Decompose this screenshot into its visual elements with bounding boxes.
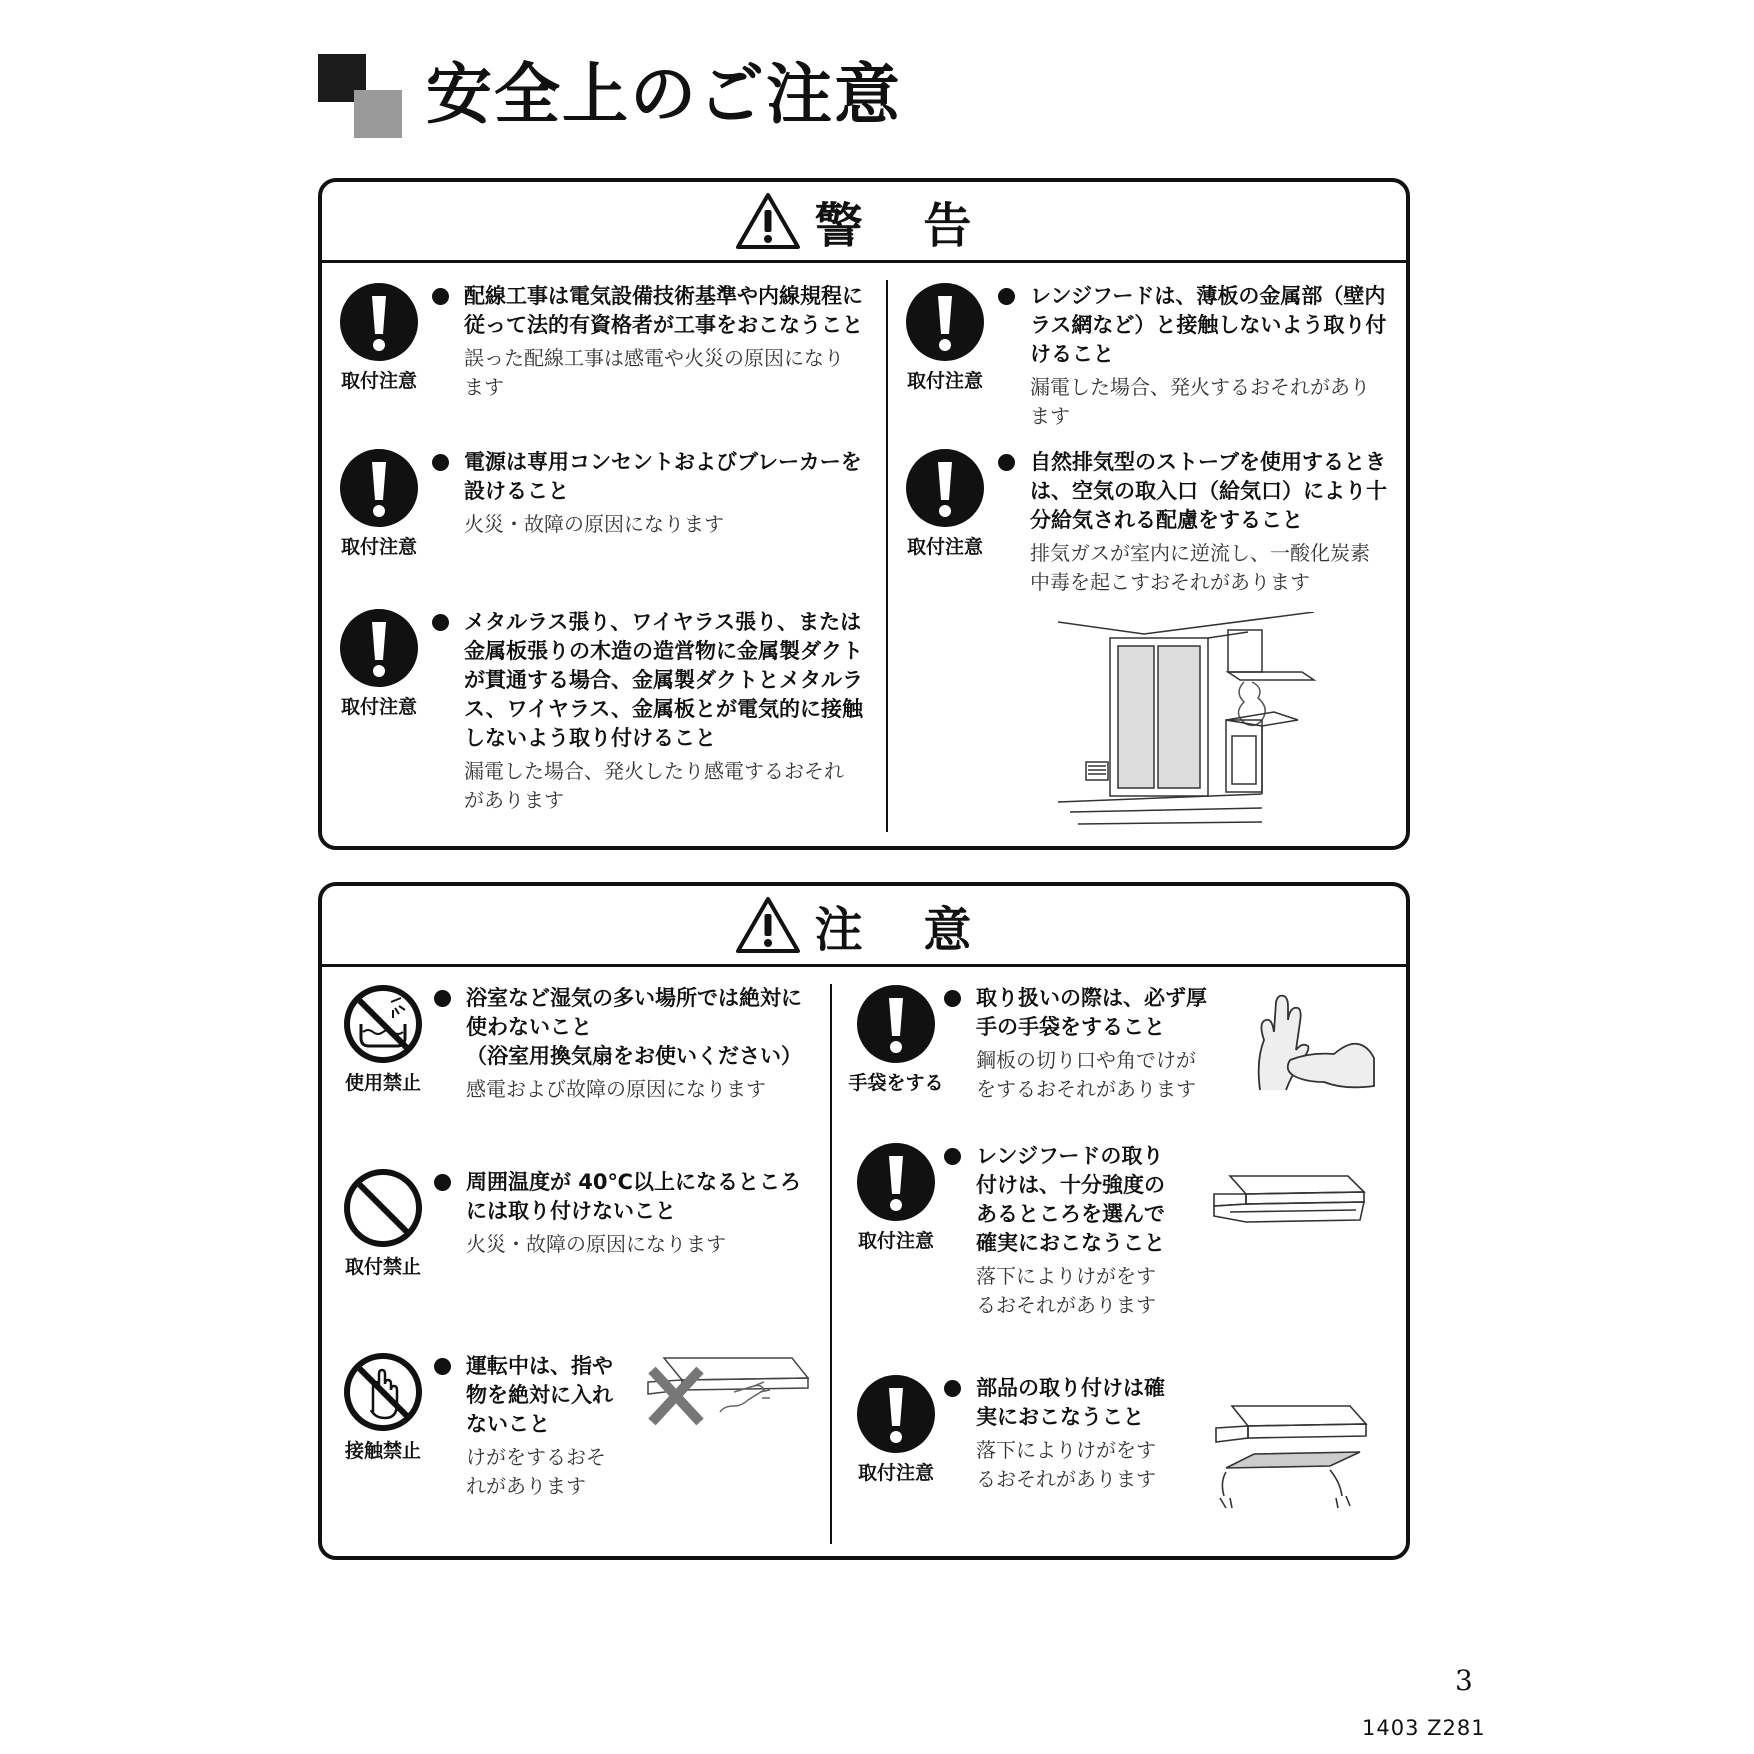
hood-no-hand-illustration — [642, 1352, 812, 1434]
symbol-label: 取付注意 — [857, 1462, 934, 1484]
caution-box — [318, 882, 1410, 1560]
symbol-label: 取付注意 — [906, 536, 983, 558]
item-heading: 浴室など湿気の多い場所では絶対に 使わないこと （浴室用換気扇をお使いください） — [434, 984, 824, 1071]
bullet-icon — [944, 1148, 961, 1165]
item-note: 漏電した場合、発火したり感電するおそれ があります — [464, 759, 844, 812]
symbol-label: 手袋をする — [848, 1072, 944, 1094]
symbol-label: 取付禁止 — [344, 1256, 421, 1278]
exclamation-icon — [856, 984, 936, 1064]
bullet-icon — [432, 288, 449, 305]
symbol-label: 取付注意 — [340, 370, 417, 392]
bullet-icon — [434, 990, 451, 1007]
bullet-icon — [434, 1358, 451, 1375]
item-note: 火災・故障の原因になります — [466, 1232, 726, 1256]
symbol-label: 使用禁止 — [344, 1072, 421, 1094]
exclamation-icon — [339, 608, 419, 688]
bullet-icon — [432, 614, 449, 631]
exclamation-icon — [856, 1374, 936, 1454]
symbol-label: 取付注意 — [857, 1230, 934, 1252]
exclamation-icon — [339, 282, 419, 362]
warning-header — [322, 182, 1406, 263]
no-bath-icon — [343, 984, 423, 1064]
caution-symbol — [340, 1168, 426, 1279]
exclamation-icon — [905, 448, 985, 528]
item-note: 漏電した場合、発火するおそれがあり ます — [1030, 375, 1370, 428]
caution-symbol — [340, 984, 426, 1095]
item-heading: 部品の取り付けは確 実におこなうこと — [944, 1374, 1174, 1432]
caution-symbol — [848, 984, 944, 1095]
symbol-label: 取付注意 — [340, 696, 417, 718]
item-heading: 運転中は、指や 物を絶対に入れ ないこと — [434, 1352, 634, 1439]
item-heading: メタルラス張り、ワイヤラス張り、または 金属板張りの木造の造営物に金属製ダクト が貫通する場合、金属製ダクトとメタルラ ス、ワイヤラス、金属板とが電気的に接触 しないよう取り付けること — [432, 608, 882, 753]
title-mark-gray-square — [354, 90, 402, 138]
exclamation-icon — [339, 448, 419, 528]
no-touch-icon — [343, 1352, 423, 1432]
bullet-icon — [998, 288, 1015, 305]
bullet-icon — [944, 990, 961, 1007]
caution-header — [322, 886, 1406, 967]
symbol-label: 取付注意 — [906, 370, 983, 392]
item-heading: 自然排気型のストーブを使用するとき は、空気の取入口（給気口）により十 分給気される配慮をすること — [998, 448, 1398, 535]
item-note: 落下によりけがをす るおそれがあります — [976, 1264, 1156, 1317]
exclamation-icon — [856, 1142, 936, 1222]
item-heading: 取り扱いの際は、必ず厚 手の手袋をすること — [944, 984, 1214, 1042]
warning-symbol — [336, 448, 422, 559]
warning-box — [318, 178, 1410, 850]
prohibited-icon — [343, 1168, 423, 1248]
item-heading: 配線工事は電気設備技術基準や内線規程に 従って法的有資格者が工事をおこなうこと — [432, 282, 882, 340]
symbol-label: 取付注意 — [340, 536, 417, 558]
range-hood-illustration — [1210, 1172, 1366, 1232]
symbol-label: 接触禁止 — [344, 1440, 421, 1462]
warning-symbol — [336, 282, 422, 393]
item-heading: 電源は専用コンセントおよびブレーカーを 設けること — [432, 448, 882, 506]
item-note: けがをするおそ れがあります — [466, 1445, 606, 1498]
item-note: 火災・故障の原因になります — [464, 512, 724, 536]
caution-heading: 注 意 — [814, 901, 994, 958]
glove-illustration — [1250, 990, 1380, 1094]
item-note: 鋼板の切り口や角でけが をするおそれがあります — [976, 1048, 1196, 1101]
item-note: 誤った配線工事は感電や火災の原因になり ます — [464, 346, 844, 399]
hood-panel-install-illustration — [1210, 1402, 1370, 1514]
page-number: 3 — [1455, 1664, 1473, 1697]
room-stove-illustration — [1058, 612, 1320, 830]
item-note: 感電および故障の原因になります — [466, 1077, 766, 1101]
page-title: 安全上のご注意 — [426, 56, 902, 133]
bullet-icon — [998, 454, 1015, 471]
item-note: 落下によりけがをす るおそれがあります — [976, 1438, 1156, 1491]
document-code: 1403 Z281 — [1362, 1716, 1486, 1740]
item-note: 排気ガスが室内に逆流し、一酸化炭素 中毒を起こすおそれがあります — [1030, 541, 1370, 594]
bullet-icon — [432, 454, 449, 471]
caution-column-divider — [830, 984, 832, 1544]
warning-symbol — [902, 282, 988, 393]
warning-triangle-icon — [735, 896, 801, 954]
warning-symbol — [336, 608, 422, 719]
caution-symbol — [848, 1142, 944, 1253]
bullet-icon — [434, 1174, 451, 1191]
warning-heading: 警 告 — [814, 197, 994, 254]
caution-symbol — [340, 1352, 426, 1463]
item-heading: レンジフードは、薄板の金属部（壁内 ラス網など）と接触しないよう取り付 けること — [998, 282, 1398, 369]
warning-triangle-icon — [735, 192, 801, 250]
warning-symbol — [902, 448, 988, 559]
bullet-icon — [944, 1380, 961, 1397]
item-heading: 周囲温度が 40℃以上になるところ には取り付けないこと — [434, 1168, 824, 1226]
exclamation-icon — [905, 282, 985, 362]
caution-symbol — [848, 1374, 944, 1485]
item-heading: レンジフードの取り 付けは、十分強度の あるところを選んで 確実におこなうこと — [944, 1142, 1174, 1258]
warning-column-divider — [886, 280, 888, 832]
